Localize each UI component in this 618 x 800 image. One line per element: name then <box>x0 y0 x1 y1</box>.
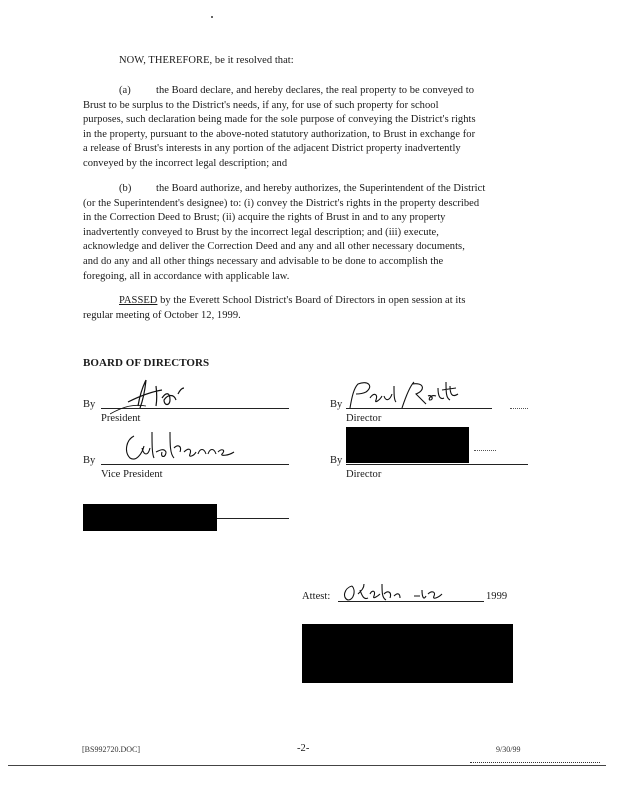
attest-label: Attest: <box>302 591 331 602</box>
signature-line-director-1-ext <box>510 408 528 409</box>
president-signature <box>110 376 210 416</box>
board-heading: BOARD OF DIRECTORS <box>83 357 210 369</box>
passed-word: PASSED <box>119 295 158 306</box>
redacted-block-left <box>83 504 217 531</box>
signature-line-redacted <box>217 518 289 519</box>
para-b-label: (b) <box>119 183 132 194</box>
para-a-line: in the property, pursuant to the above-noted statutory authorization, to Brust in exchange for <box>83 128 476 140</box>
attest-handwritten-date <box>338 580 468 604</box>
attest-year: 1999 <box>486 591 508 602</box>
para-a-first-line: the Board declare, and hereby declares, the real property to be conveyed to <box>156 85 475 96</box>
para-a-body <box>83 99 511 172</box>
footer-date: 9/30/99 <box>496 745 521 754</box>
vice-president-title: Vice President <box>101 469 163 480</box>
para-a-label: (a) <box>119 85 131 96</box>
para-b-line: in the Correction Deed to Brust; (ii) acquire the rights of Brust in and to any property <box>83 212 446 224</box>
footer-doc-id: [BS992720.DOC] <box>82 745 141 754</box>
by-label-director-2: By <box>330 455 343 466</box>
para-b-line: acknowledge and deliver the Correction Deed and any and all other necessary documents, <box>83 241 465 253</box>
redacted-signature-director-2 <box>346 427 469 463</box>
director-title-2: Director <box>346 469 382 480</box>
signature-line-director-2 <box>346 464 528 465</box>
para-a-line: purposes, such declaration being made for the sole purpose of conveying the District's rights <box>83 114 476 126</box>
passed-statement <box>119 294 465 309</box>
by-label-vice-president: By <box>83 455 96 466</box>
redacted-attest-signature <box>302 624 513 683</box>
director-title-1: Director <box>346 413 382 424</box>
para-b-first-line: the Board authorize, and hereby authorizes, the Superintendent of the District <box>156 183 486 194</box>
by-label-director-1: By <box>330 399 343 410</box>
para-a-line: a release of Brust's interests in any portion of the adjacent District property inadvertently <box>83 143 461 155</box>
footer-page-number: -2- <box>297 743 310 754</box>
scan-marks <box>474 450 496 453</box>
para-b-line: and do any and all other things necessary and advisable to be done to accomplish the <box>83 255 444 267</box>
passed-statement-line2: regular meeting of October 12, 1999. <box>83 309 241 321</box>
para-b-line: inadvertently conveyed to Brust by the incorrect legal description; and (iii) execute, <box>83 226 439 238</box>
para-a-line: conveyed by the incorrect legal description; and <box>83 157 288 169</box>
director-signature-roberts <box>346 378 466 412</box>
scan-bottom-dots <box>470 762 600 764</box>
para-b-body <box>83 197 511 285</box>
para-b-line: foregoing, all in accordance with applicable law. <box>83 270 290 282</box>
para-b-line: (or the Superintendent's designee) to: (i) convey the District's rights in the property described <box>83 197 480 209</box>
by-label-president: By <box>83 399 96 410</box>
passed-rest: by the Everett School District's Board of Directors in open session at its <box>157 295 466 306</box>
president-title: President <box>101 413 141 424</box>
scan-speck <box>211 16 213 18</box>
scan-bottom-line <box>8 765 606 766</box>
vice-president-signature <box>118 428 242 466</box>
resolution-intro: NOW, THEREFORE, be it resolved that: <box>119 55 294 66</box>
para-a-line: Brust to be surplus to the District's needs, if any, for use of such property for school <box>83 99 439 111</box>
